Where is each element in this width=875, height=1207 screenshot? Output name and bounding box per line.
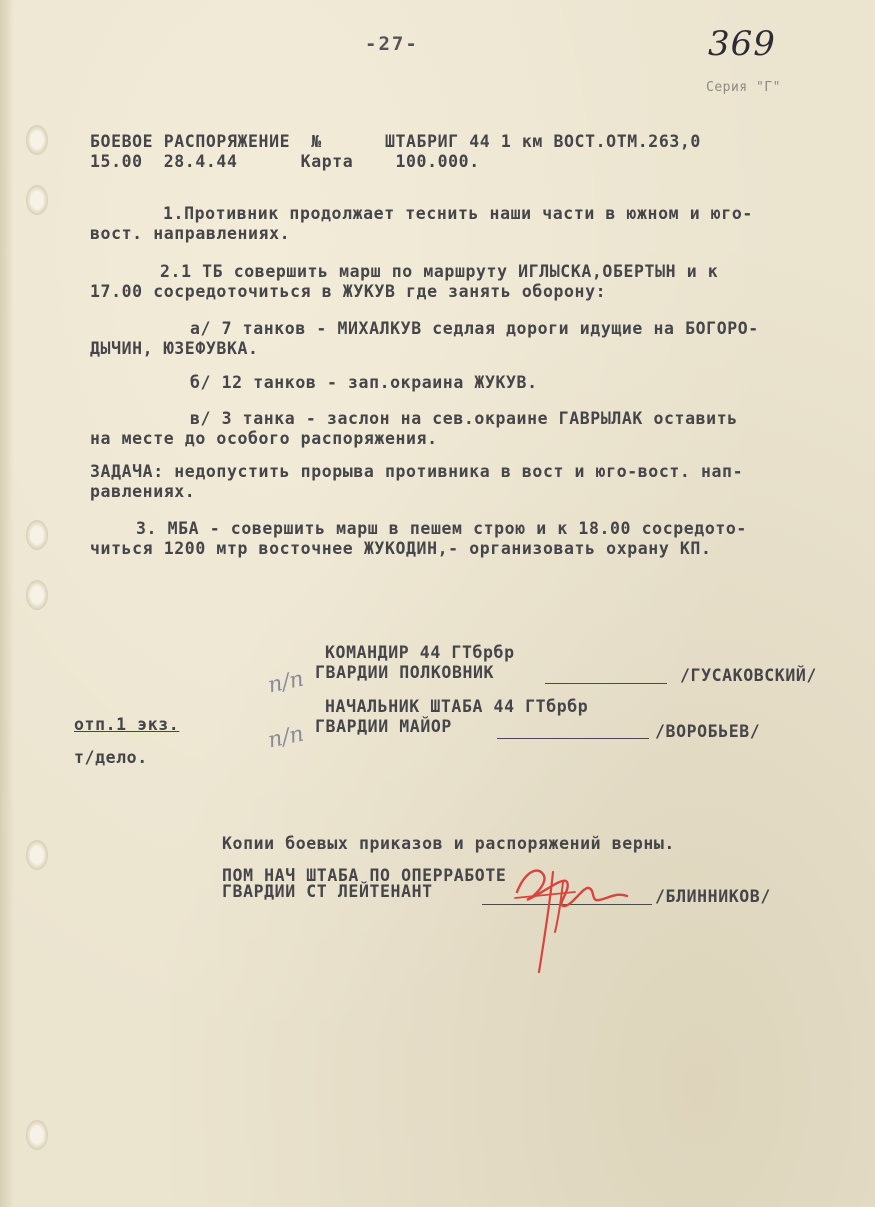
certification-name: /БЛИННИКОВ/ [655, 887, 771, 906]
certification-line-2: ПОМ НАЧ ШТАБА ПО ОПЕРРАБОТЕ [222, 866, 507, 885]
binding-hole [26, 185, 48, 215]
commander-signature-line [545, 683, 667, 684]
paragraph-1-line-1: 1.Противник продолжает теснить наши части в южном и юго- [163, 204, 753, 223]
paper-edge [0, 0, 14, 1207]
paragraph-2-line-2: 17.00 сосредоточиться в ЖУКУВ где занять оборону: [90, 282, 607, 301]
file-note: т/дело. [74, 748, 148, 767]
commander-name: /ГУСАКОВСКИЙ/ [680, 666, 817, 685]
certification-line-3: ГВАРДИИ СТ ЛЕЙТЕНАНТ [222, 882, 433, 901]
subitem-a-line-1: а/ 7 танков - МИХАЛКУВ седлая дороги идущие на БОГОРО- [190, 319, 759, 338]
chief-signature-line [497, 738, 649, 739]
initial-mark: п/п [265, 666, 306, 699]
binding-hole [26, 520, 48, 550]
paragraph-3-line-1: 3. МБА - совершить марш в пешем строю и к 18.00 сосредото- [136, 519, 747, 538]
subitem-a-line-2: ДЫЧИН, ЮЗЕФУВКА. [90, 339, 259, 358]
paragraph-1-line-2: вост. направлениях. [90, 224, 291, 243]
archive-number: 369 [708, 24, 776, 64]
initial-mark: п/п [265, 721, 306, 754]
chief-title-2: ГВАРДИИ МАЙОР [315, 717, 452, 736]
binding-hole [26, 1120, 48, 1150]
subitem-c-line-2: на месте до особого распоряжения. [90, 429, 438, 448]
header-line-2: 15.00 28.4.44 Карта 100.000. [90, 152, 480, 171]
paragraph-2-line-1: 2.1 ТБ совершить марш по маршруту ИГЛЫСКА,ОБЕРТЫН и к [160, 262, 719, 281]
binding-hole [26, 580, 48, 610]
binding-hole [26, 125, 48, 155]
handwritten-signature [505, 852, 640, 982]
commander-title-2: ГВАРДИИ ПОЛКОВНИК [315, 663, 495, 682]
subitem-c-line-1: в/ 3 танка - заслон на сев.окраине ГАВРЫЛАК оставить [190, 409, 738, 428]
certification-line-1: Копии боевых приказов и распоряжений верны. [222, 834, 675, 853]
archive-series: Серия "Г" [706, 80, 781, 95]
header-line-1: БОЕВОЕ РАСПОРЯЖЕНИЕ № ШТАБРИГ 44 1 км ВОСТ.ОТМ.263,0 [90, 132, 701, 151]
commander-title-1: КОМАНДИР 44 ГТбрбр [325, 643, 515, 662]
copies-note: отп.1 экз. [74, 715, 180, 734]
chief-name: /ВОРОБЬЕВ/ [655, 722, 761, 741]
task-line-1: ЗАДАЧА: недопустить прорыва противника в вост и юго-вост. нап- [90, 462, 744, 481]
task-line-2: равлениях. [90, 482, 196, 501]
subitem-b-line-1: б/ 12 танков - зап.окраина ЖУКУВ. [190, 373, 538, 392]
paragraph-3-line-2: читься 1200 мтр восточнее ЖУКОДИН,- организовать охрану КП. [90, 539, 712, 558]
chief-title-1: НАЧАЛЬНИК ШТАБА 44 ГТбрбр [325, 697, 589, 716]
page-number: -27- [365, 33, 419, 55]
binding-hole [26, 840, 48, 870]
